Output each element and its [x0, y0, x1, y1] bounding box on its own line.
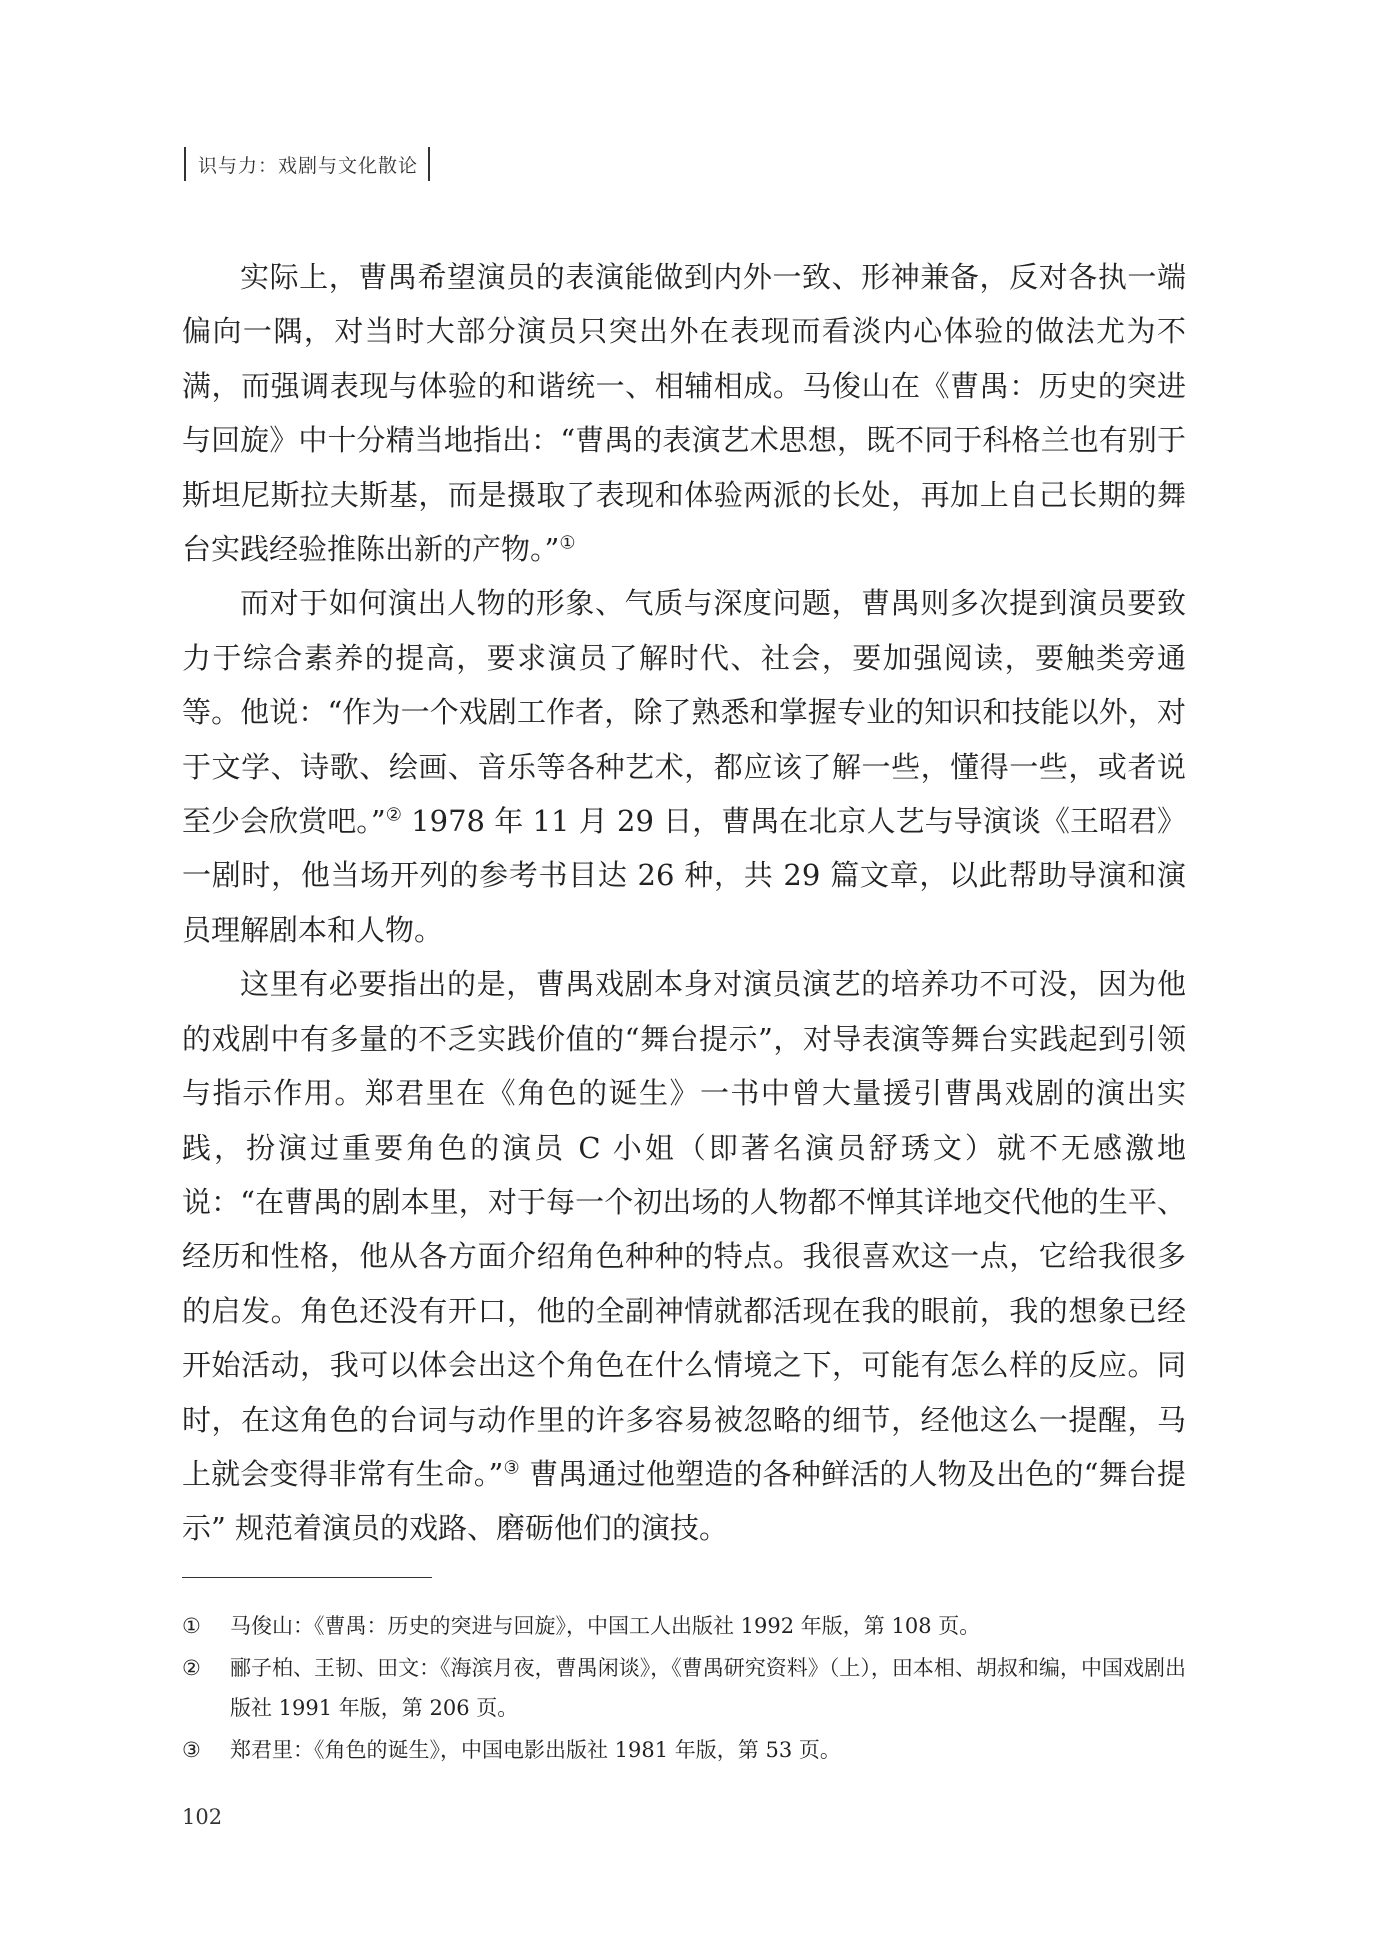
- paragraph-3: [182, 957, 1186, 1555]
- footnote-mark: ③: [182, 1738, 201, 1762]
- running-title: 识与力：戏剧与文化散论: [198, 154, 419, 177]
- header-rule-right: [428, 147, 430, 181]
- page-number: 102: [182, 1805, 223, 1829]
- footnote-item: [182, 1648, 1186, 1728]
- paragraph-1-text: 实际上，曹禺希望演员的表演能做到内外一致、形神兼备，反对各执一端偏向一隅，对当时大部分演员只突出外在表现而看淡内心体验的做法尤为不满，而强调表现与体验的和谐统一、相辅相成。马俊山在《曹禺：历史的突进与回旋》中十分精当地指出：“曹禺的表演艺术思想，既不同于科格兰也有别于斯坦尼斯拉夫斯基，而是摄取了表现和体验两派的长处，再加上自己长期的舞台实践经验推陈出新的产物。”: [182, 260, 1186, 567]
- footnote-text: 郑君里：《角色的诞生》，中国电影出版社 1981 年版，第 53 页。: [230, 1738, 841, 1762]
- paragraph-3-text-b: 曹禺通过他塑造的各种鲜活的人物及出色的“舞台提示” 规范着演员的戏路、磨砺他们的演技。: [182, 1456, 1187, 1546]
- footnote-ref-2[interactable]: ②: [385, 804, 402, 826]
- footnote-ref-1[interactable]: ①: [559, 532, 576, 554]
- footnote-text: 马俊山：《曹禺：历史的突进与回旋》，中国工人出版社 1992 年版，第 108 页。: [230, 1614, 981, 1638]
- footnote-ref-3[interactable]: ③: [503, 1457, 520, 1479]
- paragraph-1: [182, 250, 1186, 576]
- footnote-text: 郦子柏、王韧、田文：《海滨月夜，曹禺闲谈》，《曹禺研究资料》（上），田本相、胡叔和编，中国戏剧出版社 1991 年版，第 206 页。: [230, 1656, 1186, 1720]
- paragraph-2: [182, 576, 1186, 957]
- footnote-mark: ①: [182, 1614, 201, 1638]
- paragraph-3-text-a: 这里有必要指出的是，曹禺戏剧本身对演员演艺的培养功不可没，因为他的戏剧中有多量的不乏实践价值的“舞台提示”，对导表演等舞台实践起到引领与指示作用。郑君里在《角色的诞生》一书中曾大量援引曹禺戏剧的演出实践，扮演过重要角色的演员 C 小姐（即著名演员舒琇文）就不无感激地说：“在曹禺的剧本里，对于每一个初出场的人物都不惮其详地交代他的生平、经历和性格，他从各方面介绍角色种种的特点。我很喜欢这一点，它给我很多的启发。角色还没有开口，他的全副神情就都活现在我的眼前，我的想象已经开始活动，我可以体会出这个角色在什么情境之下，可能有怎么样的反应。同时，在这角色的台词与动作里的许多容易被忽略的细节，经他这么一提醒，马上就会变得非常有生命。”: [182, 967, 1186, 1491]
- running-header: [184, 146, 430, 182]
- footnote-separator: [182, 1577, 432, 1578]
- paragraph-2-text-b: 1978 年 11 月 29 日，曹禺在北京人艺与导演谈《王昭君》一剧时，他当场开列的参考书目达 26 种，共 29 篇文章，以此帮助导演和演员理解剧本和人物。: [182, 804, 1187, 947]
- footnote-item: [182, 1730, 1186, 1770]
- main-text: [182, 250, 1186, 1556]
- paragraph-2-text-a: 而对于如何演出人物的形象、气质与深度问题，曹禺则多次提到演员要致力于综合素养的提高，要求演员了解时代、社会，要加强阅读，要触类旁通等。他说：“作为一个戏剧工作者，除了熟悉和掌握专业的知识和技能以外，对于文学、诗歌、绘画、音乐等各种艺术，都应该了解一些，懂得一些，或者说至少会欣赏吧。”: [182, 586, 1186, 839]
- footnote-item: [182, 1606, 1186, 1646]
- footnotes: [182, 1606, 1186, 1772]
- footnote-mark: ②: [182, 1656, 201, 1680]
